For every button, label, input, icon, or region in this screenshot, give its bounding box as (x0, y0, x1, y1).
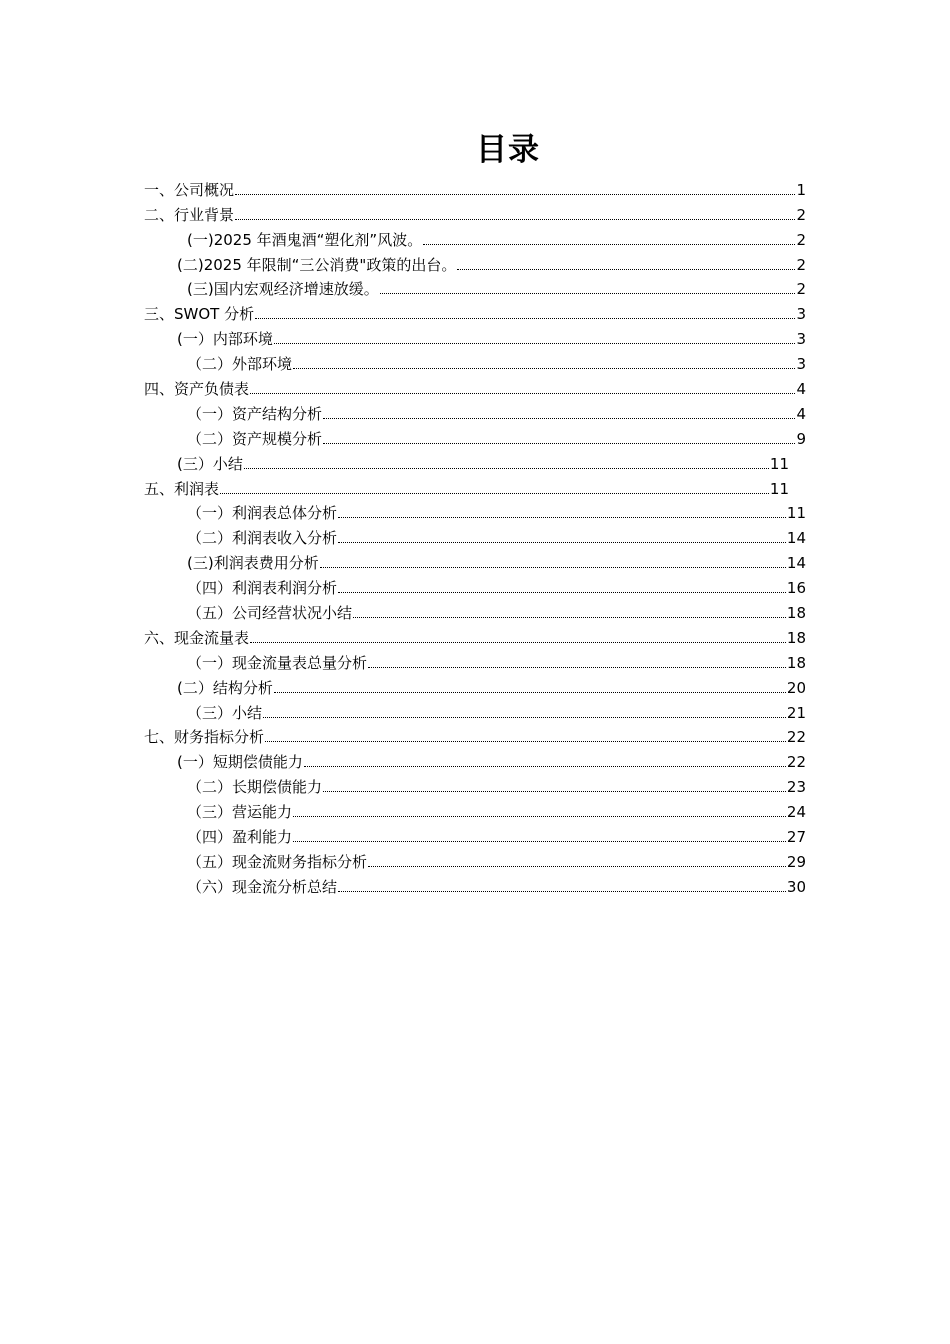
toc-entry-page: 2 (796, 280, 806, 299)
toc-entry-page: 22 (786, 728, 806, 747)
toc-entry-page: 11 (786, 504, 806, 523)
toc-entry-label: (二）结构分析 (177, 678, 273, 697)
toc-entry-cash-flow-summary[interactable] (187, 697, 806, 722)
toc-entry-cash-flow-total[interactable] (187, 647, 806, 672)
toc-entry-asset-scale[interactable] (187, 423, 806, 448)
toc-entry-financial-indicators[interactable] (144, 722, 806, 747)
toc-entry-cash-flow-structure[interactable] (177, 672, 806, 697)
toc-entry-page: 16 (786, 579, 806, 598)
toc-entry-income-statement[interactable] (144, 473, 789, 498)
toc-entry-page: 14 (786, 554, 806, 573)
toc-entry-label: (三)国内宏观经济增速放缓。 (187, 280, 379, 299)
toc-entry-cash-flow-indicators[interactable] (187, 846, 806, 871)
toc-entry-operations-summary[interactable] (187, 597, 806, 622)
toc-entry-label: (二)2025 年限制“三公消费"政策的出台。 (177, 255, 457, 274)
toc-entry-page: 29 (786, 852, 806, 871)
toc-entry-label: （五）公司经营状况小结 (187, 604, 353, 623)
toc-entry-page: 30 (786, 877, 806, 896)
toc-entry-page: 2 (796, 205, 806, 224)
toc-entry-balance-sheet[interactable] (144, 373, 806, 398)
dot-leader (293, 368, 795, 369)
dot-leader (293, 841, 786, 842)
toc-entry-page: 3 (796, 330, 806, 349)
toc-entry-income-profit[interactable] (187, 572, 806, 597)
toc-entry-label: （六）现金流分析总结 (187, 877, 338, 896)
toc-entry-plasticizer-incident[interactable] (187, 224, 806, 249)
dot-leader (320, 567, 786, 568)
toc-title: 目录 (476, 132, 540, 168)
toc-entry-label: 四、资产负债表 (144, 380, 250, 399)
toc-entry-industry-background[interactable] (144, 199, 806, 224)
toc-entry-label: （三）小结 (187, 703, 263, 722)
toc-entry-label: 五、利润表 (144, 479, 220, 498)
toc-entry-balance-summary[interactable] (177, 448, 789, 473)
toc-entry-profitability[interactable] (187, 821, 806, 846)
dot-leader (423, 244, 795, 245)
dot-leader (323, 443, 795, 444)
toc-entry-label: （四）利润表利润分析 (187, 579, 338, 598)
toc-entry-label: (一）内部环境 (177, 330, 273, 349)
toc-entry-page: 27 (786, 828, 806, 847)
dot-leader (323, 791, 786, 792)
dot-leader (353, 617, 786, 618)
toc-entry-short-term-solvency[interactable] (177, 746, 806, 771)
dot-leader (220, 493, 769, 494)
dot-leader (244, 468, 769, 469)
toc-entry-label: （二）长期偿债能力 (187, 778, 323, 797)
toc-entry-label: 一、公司概况 (144, 180, 235, 199)
toc-entry-internal-environment[interactable] (177, 323, 806, 348)
toc-entry-label: （二）资产规模分析 (187, 429, 323, 448)
toc-entry-page: 18 (786, 604, 806, 623)
dot-leader (274, 692, 786, 693)
toc-entry-page: 18 (786, 653, 806, 672)
dot-leader (250, 642, 786, 643)
toc-entry-macro-slowdown[interactable] (187, 274, 806, 299)
toc-entry-page: 2 (796, 255, 806, 274)
toc-entry-operating-capability[interactable] (187, 796, 806, 821)
dot-leader (265, 741, 786, 742)
toc-entry-label: （五）现金流财务指标分析 (187, 852, 368, 871)
toc-entry-label: 七、财务指标分析 (144, 728, 265, 747)
toc-entry-page: 4 (796, 404, 806, 423)
toc-entry-income-revenue[interactable] (187, 522, 806, 547)
toc-entry-label: （一）资产结构分析 (187, 404, 323, 423)
toc-entry-page: 3 (796, 355, 806, 374)
dot-leader (368, 866, 786, 867)
toc-entry-page: 18 (786, 628, 806, 647)
dot-leader (255, 318, 795, 319)
dot-leader (323, 418, 795, 419)
toc-entry-label: 六、现金流量表 (144, 628, 250, 647)
dot-leader (293, 816, 786, 817)
dot-leader (338, 592, 786, 593)
dot-leader (368, 667, 786, 668)
toc-entry-page: 22 (786, 753, 806, 772)
toc-entry-label: （一）利润表总体分析 (187, 504, 338, 523)
toc-entry-label: （三）营运能力 (187, 803, 293, 822)
toc-entry-external-environment[interactable] (187, 348, 806, 373)
toc-entry-label: （二）外部环境 (187, 355, 293, 374)
toc-entry-label: 三、SWOT 分析 (144, 305, 255, 324)
toc-entry-page: 14 (786, 529, 806, 548)
dot-leader (235, 194, 795, 195)
toc-entry-page: 11 (769, 479, 789, 498)
toc-entry-cash-flow-conclusion[interactable] (187, 871, 806, 896)
toc-entry-swot[interactable] (144, 298, 806, 323)
toc-entry-label: 二、行业背景 (144, 205, 235, 224)
dot-leader (304, 766, 786, 767)
toc-entry-income-expenses[interactable] (187, 547, 806, 572)
dot-leader (274, 343, 796, 344)
toc-entry-page: 4 (796, 380, 806, 399)
toc-entry-label: (一)2025 年酒鬼酒“塑化剂”风波。 (187, 230, 423, 249)
dot-leader (338, 891, 786, 892)
toc-entry-page: 23 (786, 778, 806, 797)
dot-leader (338, 542, 786, 543)
toc-entry-asset-structure[interactable] (187, 398, 806, 423)
toc-list (0, 174, 950, 896)
toc-entry-page: 20 (786, 678, 806, 697)
toc-entry-label: (三)利润表费用分析 (187, 554, 319, 573)
dot-leader (235, 219, 795, 220)
toc-entry-label: (一）短期偿债能力 (177, 753, 303, 772)
toc-entry-consumption-policy[interactable] (177, 249, 806, 274)
toc-entry-page: 21 (786, 703, 806, 722)
toc-entry-page: 1 (796, 180, 806, 199)
toc-entry-page: 3 (796, 305, 806, 324)
toc-entry-label: （四）盈利能力 (187, 828, 293, 847)
dot-leader (250, 393, 795, 394)
dot-leader (338, 517, 786, 518)
toc-entry-income-overall[interactable] (187, 498, 806, 523)
toc-entry-label: (三）小结 (177, 454, 243, 473)
toc-entry-company-overview[interactable] (144, 174, 806, 199)
toc-entry-label: （一）现金流量表总量分析 (187, 653, 368, 672)
dot-leader (263, 717, 786, 718)
toc-entry-label: （二）利润表收入分析 (187, 529, 338, 548)
toc-entry-page: 9 (796, 429, 806, 448)
dot-leader (457, 269, 795, 270)
toc-entry-page: 24 (786, 803, 806, 822)
toc-entry-long-term-solvency[interactable] (187, 771, 806, 796)
toc-entry-page: 11 (769, 454, 789, 473)
dot-leader (380, 293, 796, 294)
toc-entry-cash-flow[interactable] (144, 622, 806, 647)
toc-entry-page: 2 (796, 230, 806, 249)
